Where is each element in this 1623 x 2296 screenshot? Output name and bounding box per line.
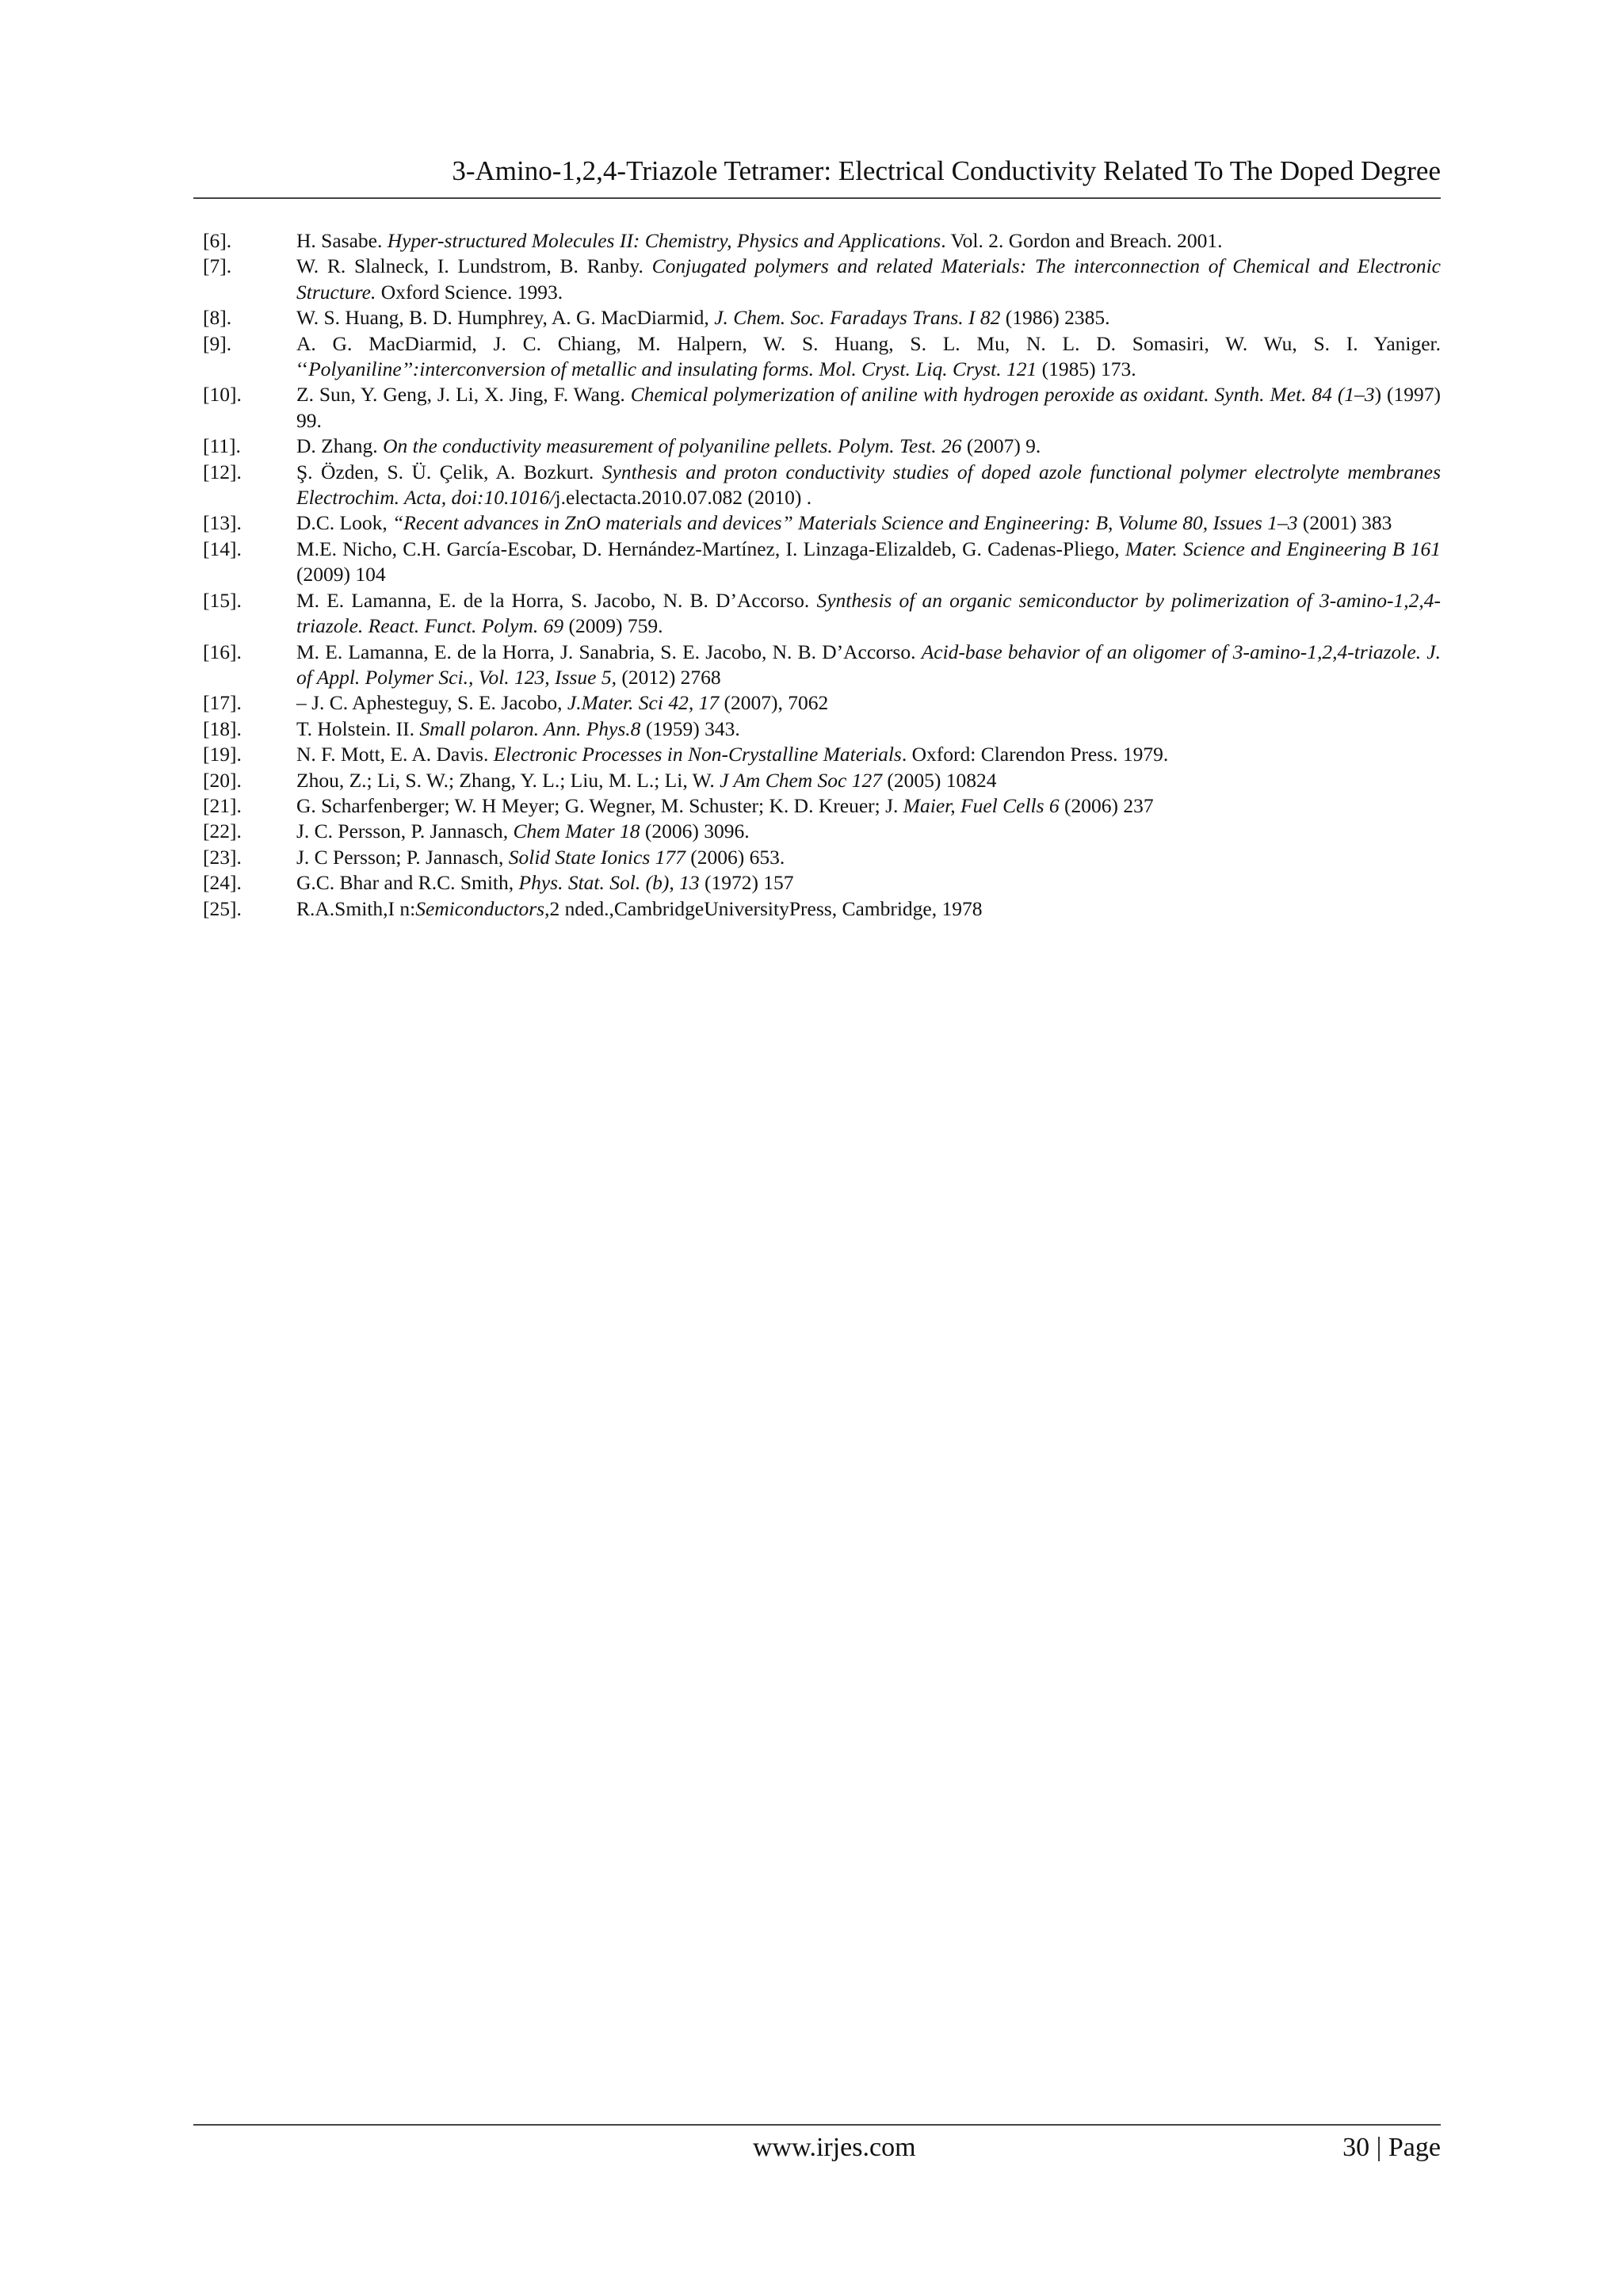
reference-text	[296, 510, 1441, 536]
reference-segment: . Vol. 2. Gordon and Breach. 2001.	[941, 229, 1223, 252]
reference-number: [19].	[203, 743, 242, 766]
reference-segment: G. Scharfenberger; W. H Meyer; G. Wegner, M. Schuster; K. D. Kreuer; J.	[296, 793, 903, 817]
reference-entry	[193, 510, 1441, 536]
reference-text	[296, 228, 1441, 254]
reference-text	[296, 254, 1441, 305]
reference-entry	[193, 742, 1441, 767]
reference-number: [7].	[203, 254, 232, 278]
reference-entry	[193, 870, 1441, 896]
reference-italic-segment: J.Mater. Sci 42, 17	[567, 691, 720, 715]
reference-text	[296, 305, 1441, 330]
reference-segment: W. S. Huang, B. D. Humphrey, A. G. MacDiarmid,	[296, 306, 715, 330]
reference-segment: – J. C. Aphesteguy, S. E. Jacobo,	[296, 691, 567, 715]
reference-number: [8].	[203, 306, 232, 330]
reference-text	[296, 588, 1441, 640]
reference-italic-segment: Hyper-structured Molecules II: Chemistry, Physics and Applications	[387, 229, 941, 252]
reference-number: [12].	[203, 460, 242, 483]
reference-number: [20].	[203, 768, 242, 792]
reference-segment: (1985) 173.	[1037, 357, 1136, 381]
reference-number: [14].	[203, 537, 242, 560]
reference-italic-segment: Maier, Fuel Cells 6	[903, 793, 1060, 817]
reference-number: [24].	[203, 871, 242, 895]
reference-number: [22].	[203, 819, 242, 843]
reference-text	[296, 896, 1441, 922]
reference-entry	[193, 434, 1441, 459]
reference-segment: W. R. Slalneck, I. Lundstrom, B. Ranby.	[296, 254, 652, 278]
reference-italic-segment: Electronic Processes in Non-Crystalline Materials	[493, 743, 902, 766]
reference-list	[193, 228, 1441, 922]
reference-text	[296, 819, 1441, 844]
reference-italic-segment: J. Chem. Soc. Faradays Trans. I 82	[714, 306, 1001, 330]
reference-segment: (1986) 2385.	[1000, 306, 1110, 330]
reference-italic-segment: Small polaron. Ann. Phys.8	[419, 716, 641, 740]
reference-number: [15].	[203, 588, 242, 612]
reference-segment: M.E. Nicho, C.H. García-Escobar, D. Hernández-Martínez, I. Linzaga-Elizaldeb, G. Cadenas-Pliego,	[296, 537, 1125, 560]
reference-segment: (1959) 343.	[640, 716, 740, 740]
reference-entry	[193, 896, 1441, 922]
reference-number: [6].	[203, 229, 232, 252]
reference-number: [17].	[203, 691, 242, 715]
reference-entry	[193, 640, 1441, 691]
reference-entry	[193, 331, 1441, 383]
reference-italic-segment: Phys. Stat. Sol. (b), 13	[518, 871, 700, 895]
reference-segment: (2006) 3096.	[640, 819, 750, 843]
reference-segment: (2007), 7062	[719, 691, 829, 715]
header-divider	[193, 197, 1441, 199]
reference-text	[296, 331, 1441, 383]
reference-segment: R.A.Smith,I n:	[296, 896, 416, 920]
reference-segment: (2006) 237	[1059, 793, 1154, 817]
reference-segment: ) (1997) 99.	[296, 383, 1441, 432]
reference-segment: H. Sasabe.	[296, 229, 388, 252]
reference-entry	[193, 768, 1441, 793]
footer-divider	[193, 2124, 1441, 2126]
reference-segment: ,2 nded.,CambridgeUniversityPress, Cambridge, 1978	[544, 896, 983, 920]
reference-italic-segment: Semiconductors	[415, 896, 545, 920]
reference-italic-segment: Conjugated polymers and related Materials: The interconnection of Chemical and Electronic Structure.	[296, 254, 1441, 304]
reference-text	[296, 434, 1441, 459]
reference-entry	[193, 690, 1441, 716]
reference-text	[296, 690, 1441, 716]
reference-segment: (2012) 2768	[616, 665, 721, 689]
reference-segment: Z. Sun, Y. Geng, J. Li, X. Jing, F. Wang.	[296, 383, 631, 407]
reference-entry	[193, 228, 1441, 254]
reference-entry	[193, 845, 1441, 870]
reference-number: [21].	[203, 793, 242, 817]
reference-text	[296, 742, 1441, 767]
reference-segment: J. C Persson; P. Jannasch,	[296, 845, 509, 869]
reference-segment: Oxford Science. 1993.	[376, 280, 563, 304]
reference-segment: (2007) 9.	[961, 434, 1041, 458]
reference-entry	[193, 382, 1441, 434]
reference-segment: M. E. Lamanna, E. de la Horra, J. Sanabria, S. E. Jacobo, N. B. D’Accorso.	[296, 640, 922, 663]
reference-number: [16].	[203, 640, 242, 663]
reference-number: [11].	[203, 434, 241, 458]
reference-number: [9].	[203, 331, 232, 355]
reference-segment: (1972) 157	[699, 871, 794, 895]
reference-entry	[193, 716, 1441, 742]
reference-segment: j.electacta.2010.07.082 (2010) .	[555, 486, 812, 510]
reference-entry	[193, 819, 1441, 844]
reference-number: [18].	[203, 716, 242, 740]
reference-text	[296, 716, 1441, 742]
reference-entry	[193, 588, 1441, 640]
reference-segment: D. Zhang.	[296, 434, 384, 458]
reference-segment: D.C. Look,	[296, 511, 393, 535]
reference-segment: (2001) 383	[1297, 511, 1392, 535]
reference-text	[296, 845, 1441, 870]
reference-italic-segment: , Chem Mater 18	[502, 819, 640, 843]
reference-entry	[193, 254, 1441, 305]
reference-italic-segment: Synthesis and proton conductivity studies of doped azole functional polymer electrolyte membranes Electrochim. Acta, doi:10.1016/	[296, 460, 1442, 510]
reference-entry	[193, 793, 1441, 819]
reference-italic-segment: Polyaniline’’:interconversion of metallic and insulating forms. Mol. Cryst. Liq. Cryst. 121	[308, 357, 1037, 381]
footer-page-number: 30 | Page	[1342, 2133, 1441, 2162]
reference-number: [10].	[203, 383, 242, 407]
reference-segment: . Oxford: Clarendon Press. 1979.	[901, 743, 1169, 766]
reference-italic-segment: Solid State Ionics 177	[508, 845, 685, 869]
reference-segment: M. E. Lamanna, E. de la Horra, S. Jacobo, N. B. D’Accorso.	[296, 588, 817, 612]
reference-number: [13].	[203, 511, 242, 535]
reference-segment: (2005) 10824	[882, 768, 997, 792]
reference-text	[296, 870, 1441, 896]
reference-segment: (2009) 759.	[563, 614, 663, 638]
reference-text	[296, 460, 1441, 511]
reference-entry	[193, 537, 1441, 588]
reference-entry	[193, 305, 1441, 330]
reference-segment: N. F. Mott, E. A. Davis.	[296, 743, 494, 766]
reference-segment: J. C. Persson, P. Jannasch	[296, 819, 503, 843]
reference-text	[296, 793, 1441, 819]
reference-number: [25].	[203, 896, 242, 920]
reference-italic-segment: Acid-base behavior of an oligomer of 3-amino-1,2,4-triazole. J. of Appl. Polymer Sci., Vol. 123, Issue 5,	[296, 640, 1441, 689]
reference-text	[296, 537, 1441, 588]
reference-italic-segment: Mater. Science and Engineering B 161	[1125, 537, 1441, 560]
running-header-title: 3-Amino-1,2,4-Triazole Tetramer: Electrical Conductivity Related To The Doped Degree	[452, 155, 1441, 186]
reference-italic-segment: J Am Chem Soc 127	[720, 768, 883, 792]
reference-segment: Zhou, Z.; Li, S. W.; Zhang, Y. L.; Liu, M. L.; Li, W.	[296, 768, 720, 792]
reference-number: [23].	[203, 845, 242, 869]
reference-segment: (2006) 653.	[685, 845, 785, 869]
reference-text	[296, 382, 1441, 434]
reference-segment: (2009) 104	[296, 563, 386, 586]
reference-segment: T. Holstein. II.	[296, 716, 420, 740]
reference-text	[296, 640, 1441, 691]
reference-text	[296, 768, 1441, 793]
reference-italic-segment: “Recent advances in ZnO materials and devices” Materials Science and Engineering: B, Volume 80, Issues 1–3	[392, 511, 1298, 535]
reference-italic-segment: Synthesis of an organic semiconductor by polimerization of 3-amino-1,2,4-triazole. React. Funct. Polym. 69	[296, 588, 1441, 638]
reference-segment: A. G. MacDiarmid, J. C. Chiang, M. Halpern, W. S. Huang, S. L. Mu, N. L. D. Somasiri, W. Wu, S. I. Yaniger. ‘‘	[296, 331, 1441, 381]
reference-entry	[193, 460, 1441, 511]
reference-segment: G.C. Bhar and R.C. Smith,	[296, 871, 519, 895]
footer-journal-url[interactable]: www.irjes.com	[753, 2133, 916, 2162]
reference-italic-segment: Chemical polymerization of aniline with hydrogen peroxide as oxidant. Synth. Met. 84 (1–3	[630, 383, 1375, 407]
reference-segment: Ş. Özden, S. Ü. Çelik, A. Bozkurt.	[296, 460, 602, 483]
reference-italic-segment: On the conductivity measurement of polyaniline pellets. Polym. Test. 26	[383, 434, 962, 458]
